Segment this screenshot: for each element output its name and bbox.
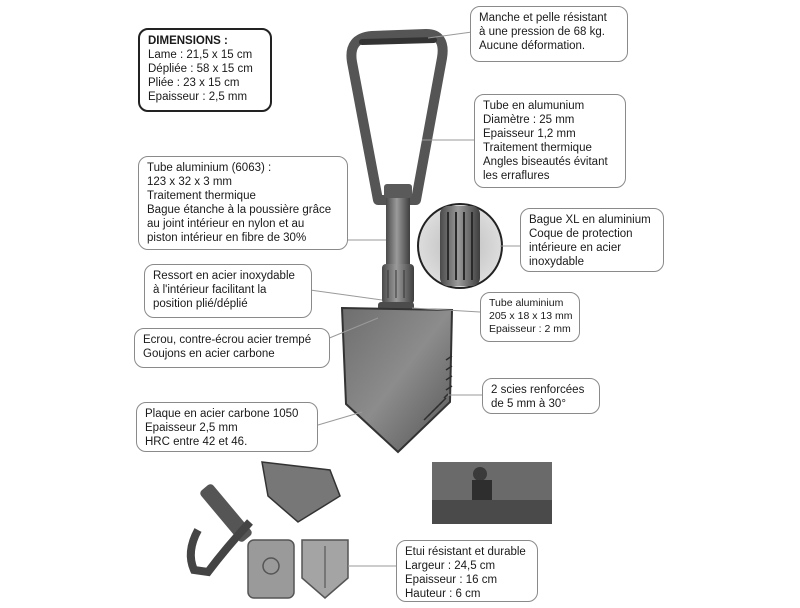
callout-line: Coque de protection bbox=[529, 228, 633, 240]
callout-line: inoxydable bbox=[529, 256, 584, 268]
callout-line: Etui résistant et durable bbox=[405, 546, 526, 558]
upper-shaft bbox=[386, 190, 410, 270]
callout-line: Angles biseautés évitant bbox=[483, 156, 608, 168]
callout-line: Epaisseur 2,5 mm bbox=[145, 422, 238, 434]
callout-line: Traitement thermique bbox=[147, 190, 256, 202]
dimensions-box bbox=[138, 28, 272, 112]
callout-line: Traitement thermique bbox=[483, 142, 592, 154]
callout-tube-6063 bbox=[138, 156, 348, 250]
callout-line: Tube aluminium bbox=[489, 297, 564, 309]
callout-nut bbox=[134, 328, 330, 368]
callout-line: HRC entre 42 et 46. bbox=[145, 436, 248, 448]
blade bbox=[342, 308, 452, 452]
callout-line: Bague étanche à la poussière grâce bbox=[147, 204, 332, 216]
callout-line: Ecrou, contre-écrou acier trempé bbox=[143, 334, 312, 346]
dimension-line: Dépliée : 58 x 15 cm bbox=[148, 63, 253, 75]
shaft-ring bbox=[382, 264, 414, 304]
callout-line: Plaque en acier carbone 1050 bbox=[145, 408, 299, 420]
callout-line: Manche et pelle résistant bbox=[479, 12, 607, 24]
callout-line: Tube aluminium (6063) : bbox=[147, 162, 272, 174]
callout-line: 123 x 32 x 3 mm bbox=[147, 176, 233, 188]
callout-line: Goujons en acier carbone bbox=[143, 348, 275, 360]
callout-line: position plié/déplié bbox=[153, 298, 248, 310]
handle-grip bbox=[351, 34, 442, 200]
callout-plate bbox=[136, 402, 318, 452]
callout-line: intérieure en acier bbox=[529, 242, 622, 254]
dimensions-title: DIMENSIONS : bbox=[148, 35, 228, 47]
callout-line: Epaisseur : 2 mm bbox=[489, 323, 571, 335]
callout-tube-205 bbox=[480, 292, 580, 342]
callout-saws bbox=[482, 378, 600, 414]
callout-spring bbox=[144, 264, 312, 318]
dimension-line: Lame : 21,5 x 15 cm bbox=[148, 49, 253, 61]
callout-line: Tube en alumunium bbox=[483, 100, 585, 112]
callout-line: Largeur : 24,5 cm bbox=[405, 560, 496, 572]
callout-line: Hauteur : 6 cm bbox=[405, 588, 481, 600]
callout-line: les erraflures bbox=[483, 170, 550, 182]
callout-line: Epaisseur 1,2 mm bbox=[483, 128, 576, 140]
callout-line: Bague XL en aluminium bbox=[529, 214, 651, 226]
callout-line: Ressort en acier inoxydable bbox=[153, 270, 295, 282]
callout-line: au joint intérieur en nylon et au bbox=[147, 218, 305, 230]
callout-line: 205 x 18 x 13 mm bbox=[489, 310, 573, 322]
callout-line: Diamètre : 25 mm bbox=[483, 114, 575, 126]
callout-case bbox=[396, 540, 538, 602]
dimension-line: Epaisseur : 2,5 mm bbox=[148, 91, 248, 103]
callout-line: 2 scies renforcées bbox=[491, 384, 585, 396]
callout-line: à l'intérieur facilitant la bbox=[153, 284, 267, 296]
callout-line: Epaisseur : 16 cm bbox=[405, 574, 498, 586]
callout-line: piston intérieur en fibre de 30% bbox=[147, 232, 307, 244]
callout-xl-ring bbox=[520, 208, 664, 272]
dimension-line: Pliée : 23 x 15 cm bbox=[148, 77, 240, 89]
callout-line: Aucune déformation. bbox=[479, 40, 586, 52]
case-front bbox=[248, 540, 294, 598]
callout-line: de 5 mm à 30° bbox=[491, 398, 566, 410]
callout-handle-strength bbox=[470, 6, 628, 62]
callout-aluminium-tube bbox=[474, 94, 626, 188]
callout-line: à une pression de 68 kg. bbox=[479, 26, 605, 38]
